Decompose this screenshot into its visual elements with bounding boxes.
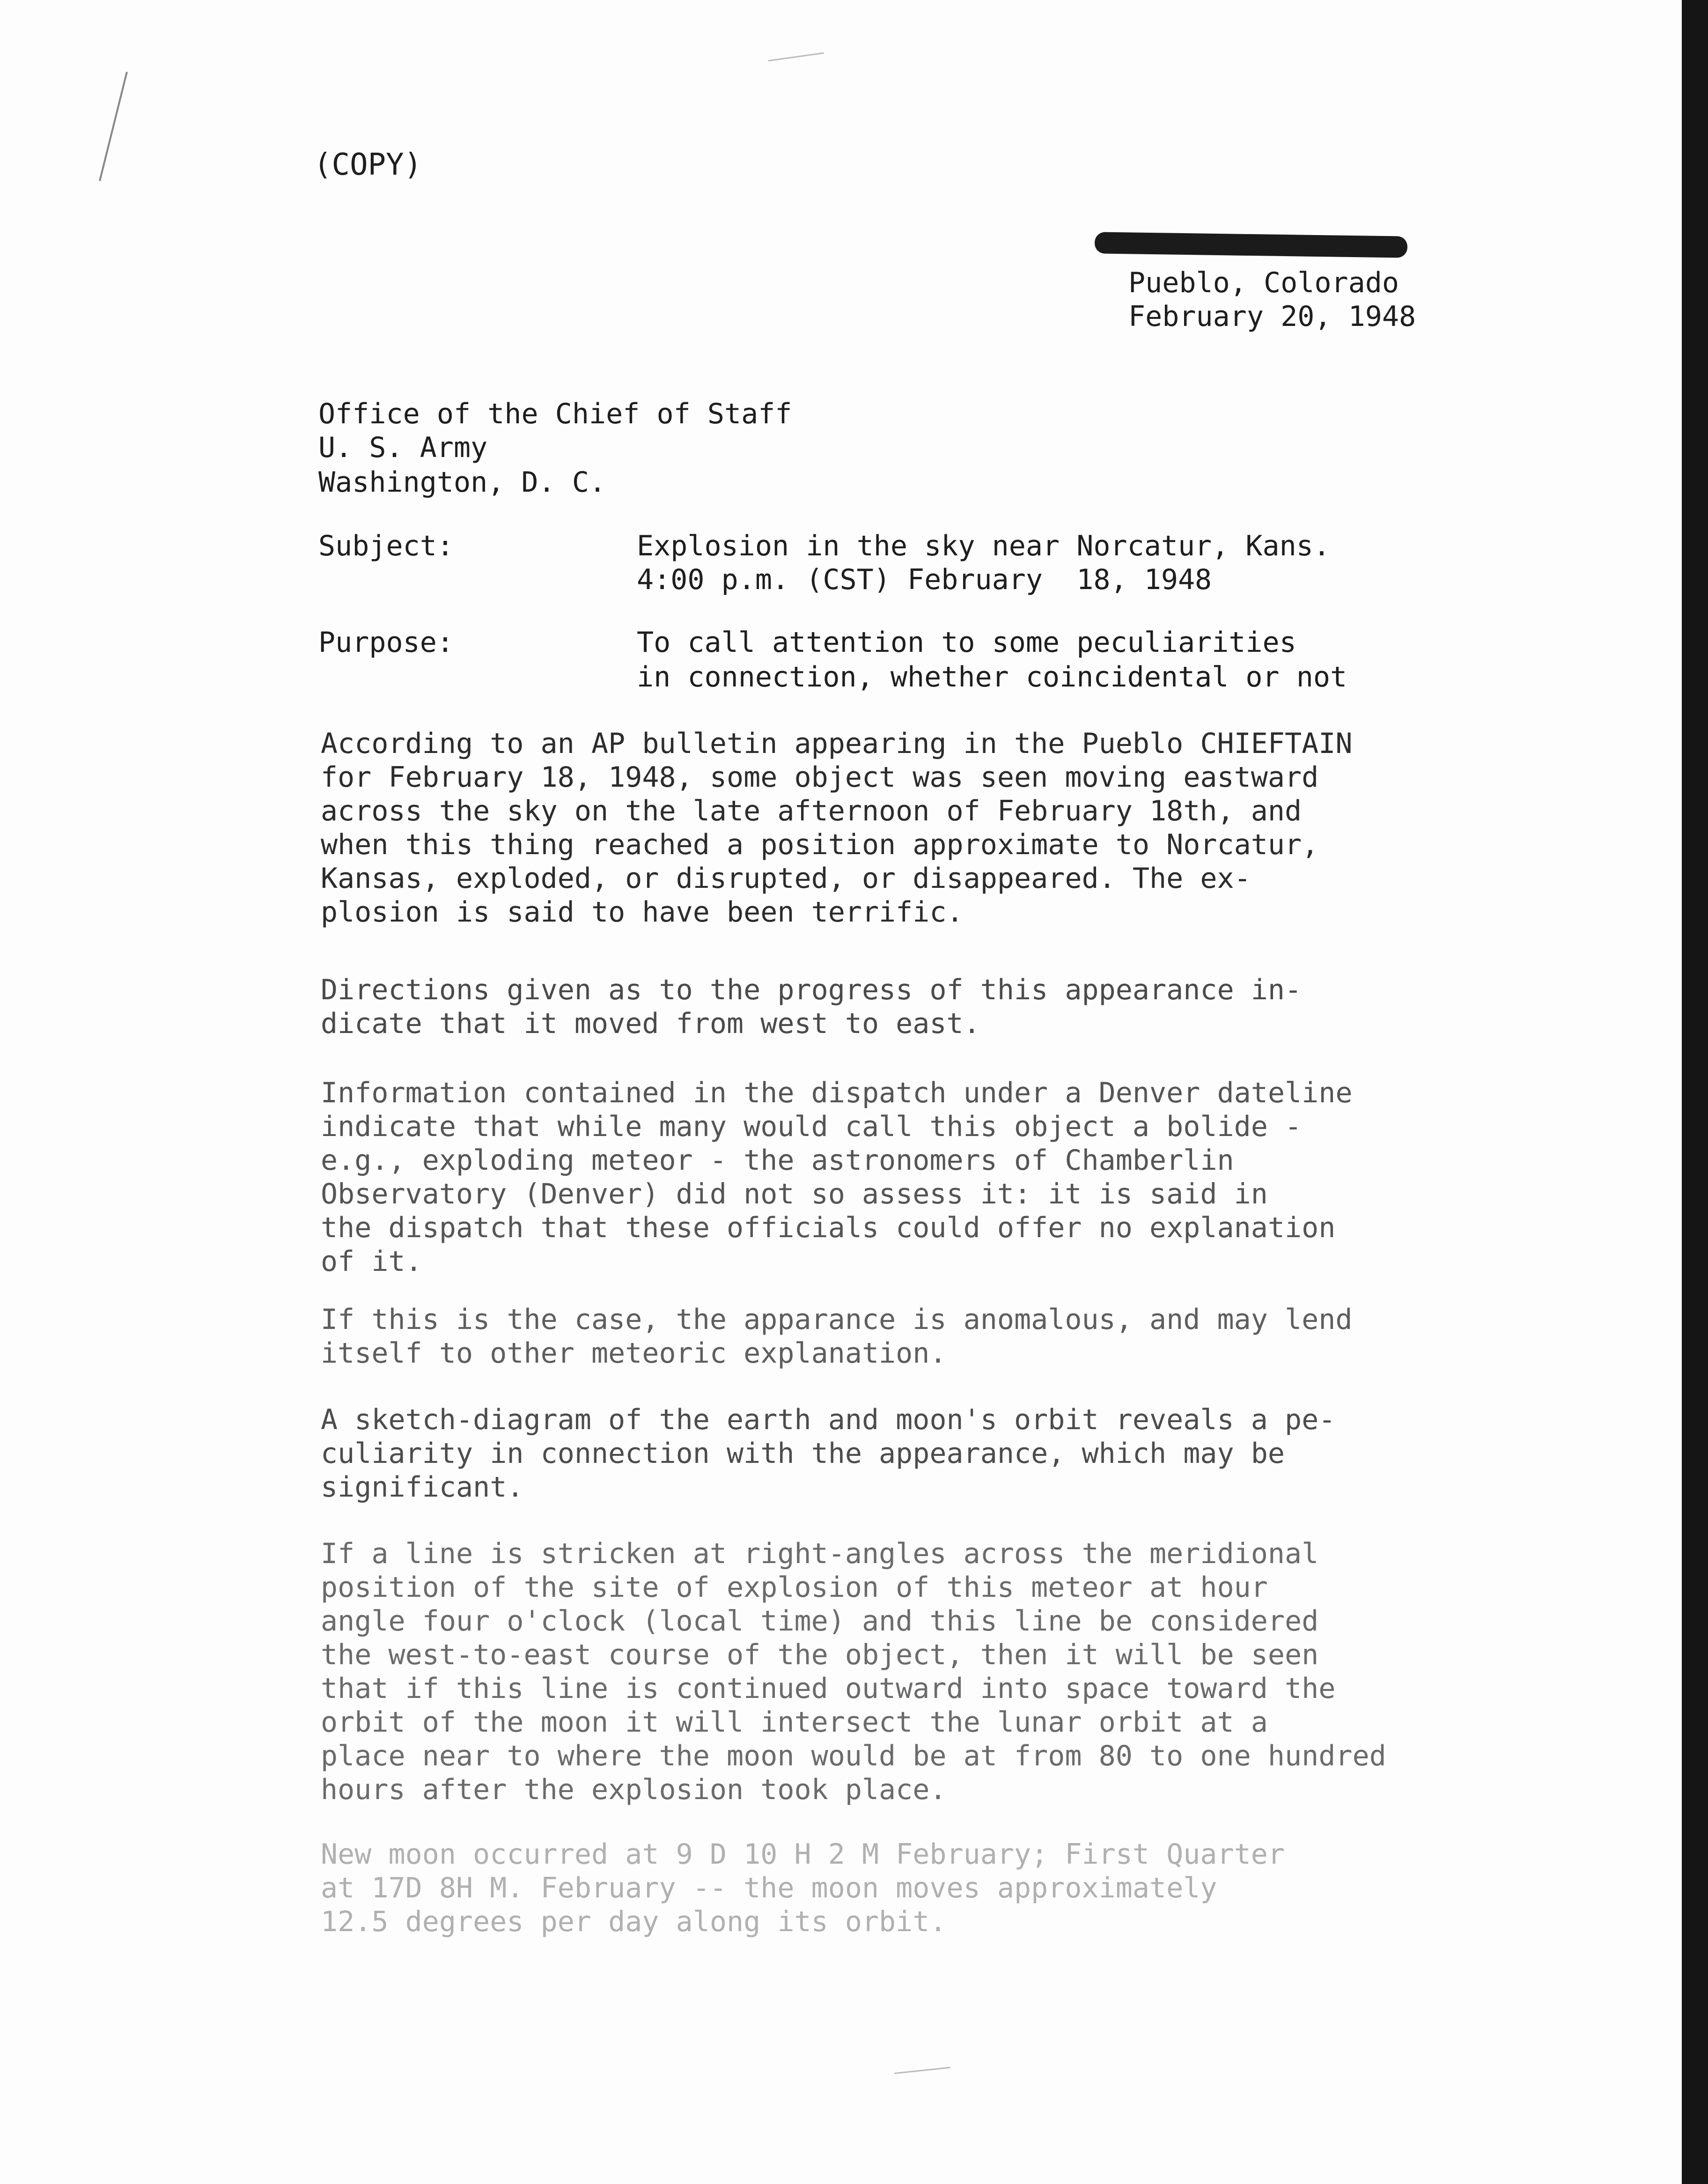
purpose-line-1: To call attention to some peculiarities bbox=[637, 626, 1296, 659]
subject-line-1: Explosion in the sky near Norcatur, Kans. bbox=[637, 530, 1331, 562]
redaction-bar bbox=[1095, 232, 1408, 258]
purpose-line-2: in connection, whether coincidental or not bbox=[637, 661, 1347, 694]
smudge-mark bbox=[768, 52, 824, 62]
recipient-line-3: Washington, D. C. bbox=[318, 466, 606, 499]
body-paragraph-4: If this is the case, the apparance is anomalous, and may lend itself to other meteoric explanation. bbox=[321, 1303, 1353, 1370]
letter-place: Pueblo, Colorado bbox=[1128, 266, 1399, 299]
body-paragraph-7: New moon occurred at 9 D 10 H 2 M February; First Quarter at 17D 8H M. February -- the moon moves approximately 12.5 degrees per day along its orbit. bbox=[321, 1838, 1285, 1938]
scan-edge bbox=[1682, 0, 1708, 2184]
subject-line-2: 4:00 p.m. (CST) February 18, 1948 bbox=[637, 563, 1212, 596]
body-paragraph-1: According to an AP bulletin appearing in the Pueblo CHIEFTAIN for February 18, 1948, some object was seen moving eastward across the sky on the late afternoon of February 18th, and when this thing reached a position approximate to Norcatur, Kansas, exploded, or disrupted, or disappeared. The ex- plosion is said to have been terrific. bbox=[321, 727, 1353, 929]
smudge-mark bbox=[894, 2067, 950, 2074]
purpose-label: Purpose: bbox=[318, 626, 454, 659]
body-paragraph-6: If a line is stricken at right-angles across the meridional position of the site of explosion of this meteor at hour angle four o'clock (local time) and this line be considered the west-to-east course of the object, then it will be seen that if this line is continued outward into space toward the orbit of the moon it will intersect the lunar orbit at a place near to where the moon would be at from 80 to one hundred hours after the explosion took place. bbox=[321, 1537, 1386, 1806]
subject-label: Subject: bbox=[318, 530, 454, 562]
body-paragraph-3: Information contained in the dispatch under a Denver dateline indicate that while many would call this object a bolide - e.g., exploding meteor - the astronomers of Chamberlin Observatory (Denver) did not so assess it: it is said in the dispatch that these officials could offer no explanation of it. bbox=[321, 1077, 1353, 1278]
letter-date: February 20, 1948 bbox=[1128, 300, 1416, 333]
pen-stroke-mark bbox=[99, 72, 128, 181]
body-paragraph-5: A sketch-diagram of the earth and moon's orbit reveals a pe- culiarity in connection with the appearance, which may be significant. bbox=[321, 1403, 1336, 1504]
copy-label: (COPY) bbox=[314, 148, 422, 182]
body-paragraph-2: Directions given as to the progress of this appearance in- dicate that it moved from west to east. bbox=[321, 974, 1302, 1040]
recipient-line-2: U. S. Army bbox=[318, 431, 488, 464]
recipient-line-1: Office of the Chief of Staff bbox=[318, 398, 792, 430]
